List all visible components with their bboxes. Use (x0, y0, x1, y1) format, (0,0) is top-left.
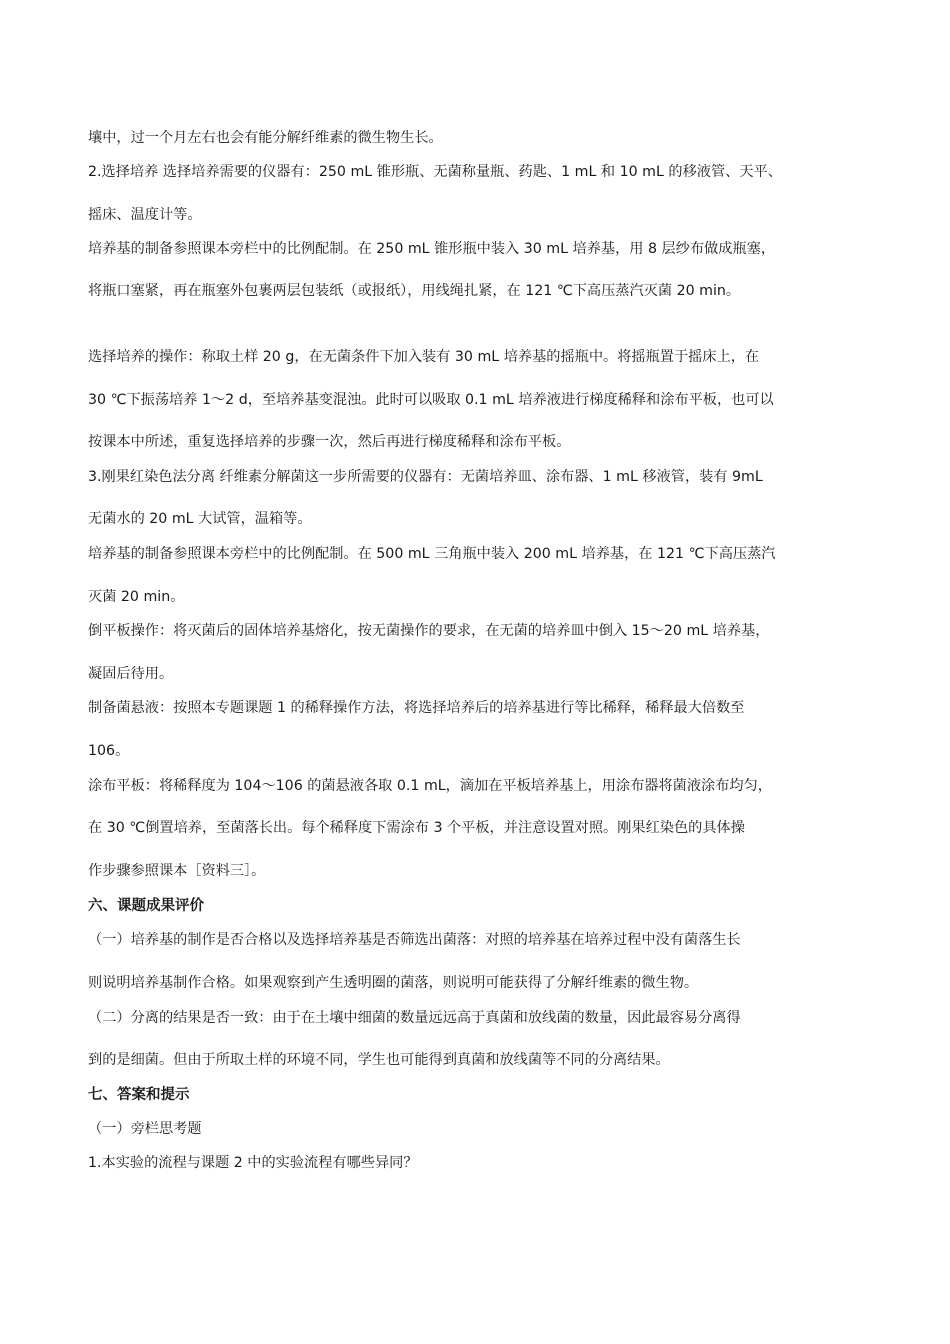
text-line: 1.本实验的流程与课题 2 中的实验流程有哪些异同？ (88, 1155, 418, 1171)
text-line: （一）旁栏思考题 (88, 1121, 202, 1137)
text-line: 3.刚果红染色法分离 纤维素分解菌这一步所需要的仪器有：无菌培养皿、涂布器、1 mL 移液管，装有 9mL (88, 469, 763, 485)
text-line: 凝固后待用。 (88, 666, 174, 682)
text-line: 选择培养的操作：称取土样 20 g，在无菌条件下加入装有 30 mL 培养基的摇瓶中。将摇瓶置于摇床上，在 (88, 349, 760, 365)
text-line: 摇床、温度计等。 (88, 207, 202, 223)
text-line: 涂布平板：将稀释度为 104～106 的菌悬液各取 0.1 mL，滴加在平板培养基上，用涂布器将菌液涂布均匀， (88, 778, 772, 794)
text-line: 倒平板操作：将灭菌后的固体培养基熔化，按无菌操作的要求，在无菌的培养皿中倒入 15～20 mL 培养基， (88, 623, 770, 639)
text-line: 无菌水的 20 mL 大试管，温箱等。 (88, 511, 312, 527)
section-heading: 六、课题成果评价 (88, 898, 204, 914)
text-line: 2.选择培养 选择培养需要的仪器有：250 mL 锥形瓶、无菌称量瓶、药匙、1 mL 和 10 mL 的移液管、天平、 (88, 164, 782, 180)
text-line: 106。 (88, 743, 130, 759)
section-heading: 七、答案和提示 (88, 1087, 190, 1103)
text-line: 培养基的制备参照课本旁栏中的比例配制。在 250 mL 锥形瓶中装入 30 mL 培养基，用 8 层纱布做成瓶塞， (88, 241, 776, 257)
text-line: 作步骤参照课本［资料三］。 (88, 863, 266, 879)
text-line: 在 30 ℃倒置培养，至菌落长出。每个稀释度下需涂布 3 个平板，并注意设置对照。刚果红染色的具体操 (88, 820, 745, 836)
text-line: 30 ℃下振荡培养 1～2 d，至培养基变混浊。此时可以吸取 0.1 mL 培养液进行梯度稀释和涂布平板，也可以 (88, 392, 774, 408)
text-line: 则说明培养基制作合格。如果观察到产生透明圈的菌落，则说明可能获得了分解纤维素的微生物。 (88, 975, 699, 991)
text-line: 按课本中所述，重复选择培养的步骤一次，然后再进行梯度稀释和涂布平板。 (88, 434, 571, 450)
text-line: 到的是细菌。但由于所取土样的环境不同，学生也可能得到真菌和放线菌等不同的分离结果。 (88, 1052, 670, 1068)
text-line: 壤中，过一个月左右也会有能分解纤维素的微生物生长。 (88, 130, 443, 146)
text-line: （一）培养基的制作是否合格以及选择培养基是否筛选出菌落：对照的培养基在培养过程中没有菌落生长 (88, 932, 741, 948)
text-line: 将瓶口塞紧，再在瓶塞外包裹两层包装纸（或报纸），用线绳扎紧，在 121 ℃下高压蒸汽灭菌 20 min。 (88, 283, 741, 299)
text-line: 制备菌悬液：按照本专题课题 1 的稀释操作方法，将选择培养后的培养基进行等比稀释，稀释最大倍数至 (88, 700, 745, 716)
text-line: （二）分离的结果是否一致：由于在土壤中细菌的数量远远高于真菌和放线菌的数量，因此最容易分离得 (88, 1010, 741, 1026)
text-line: 灭菌 20 min。 (88, 589, 185, 605)
text-line: 培养基的制备参照课本旁栏中的比例配制。在 500 mL 三角瓶中装入 200 mL 培养基，在 121 ℃下高压蒸汽 (88, 546, 776, 562)
